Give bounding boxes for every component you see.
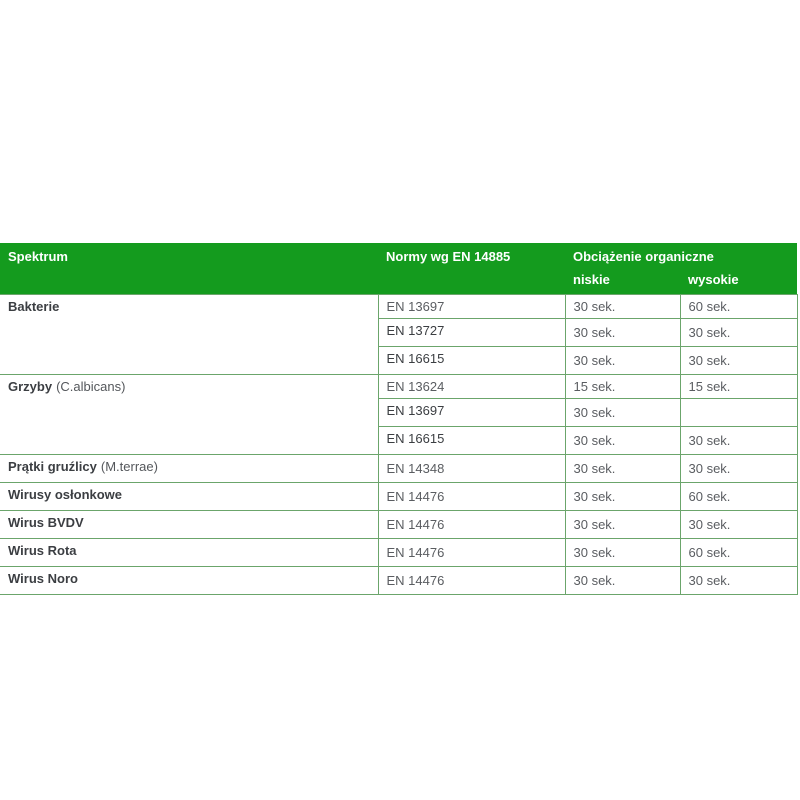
wysokie-cell: 30 sek. <box>680 347 797 375</box>
niskie-cell: 30 sek. <box>565 567 680 595</box>
group-label: Prątki gruźlicy <box>8 459 97 474</box>
group-cell-wirusy-oslonkowe <box>0 483 378 511</box>
group-latin: (M.terrae) <box>100 459 158 474</box>
group-cell-wirus-rota <box>0 539 378 567</box>
norm-cell: EN 13727 <box>378 319 565 347</box>
group-cell-bakterie <box>0 295 378 375</box>
wysokie-cell: 15 sek. <box>680 375 797 399</box>
spectrum-norms-table <box>0 243 798 595</box>
group-cell-wirus-bvdv <box>0 511 378 539</box>
niskie-cell: 30 sek. <box>565 511 680 539</box>
niskie-cell: 30 sek. <box>565 347 680 375</box>
niskie-cell: 30 sek. <box>565 399 680 427</box>
table-row-wirus-noro <box>0 567 797 595</box>
niskie-cell: 30 sek. <box>565 319 680 347</box>
table-row-wirus-rota <box>0 539 797 567</box>
table-row-wirus-bvdv <box>0 511 797 539</box>
header-wysokie: wysokie <box>680 271 797 295</box>
wysokie-cell: 30 sek. <box>680 319 797 347</box>
group-cell-wirus-noro <box>0 567 378 595</box>
norm-cell: EN 16615 <box>378 347 565 375</box>
group-label: Wirus BVDV <box>8 515 84 530</box>
table-row-bakterie-1 <box>0 295 797 319</box>
group-label: Wirus Noro <box>8 571 78 586</box>
wysokie-cell: 30 sek. <box>680 511 797 539</box>
table-row-wirusy-oslonkowe <box>0 483 797 511</box>
group-latin: (C.albicans) <box>56 379 126 394</box>
table-row-pratki <box>0 455 797 483</box>
niskie-cell: 30 sek. <box>565 483 680 511</box>
norm-cell: EN 14476 <box>378 539 565 567</box>
norm-cell: EN 13697 <box>378 399 565 427</box>
header-normy: Normy wg EN 14885 <box>378 243 565 295</box>
group-label: Grzyby <box>8 379 53 394</box>
wysokie-cell: 30 sek. <box>680 567 797 595</box>
wysokie-cell: 30 sek. <box>680 455 797 483</box>
wysokie-cell: 60 sek. <box>680 295 797 319</box>
group-cell-grzyby <box>0 375 378 455</box>
wysokie-cell: 60 sek. <box>680 539 797 567</box>
norm-cell: EN 13697 <box>378 295 565 319</box>
niskie-cell: 30 sek. <box>565 295 680 319</box>
wysokie-cell-empty <box>680 399 797 427</box>
wysokie-cell: 60 sek. <box>680 483 797 511</box>
table-header <box>0 243 797 295</box>
header-niskie: niskie <box>565 271 680 295</box>
table-body <box>0 295 797 595</box>
wysokie-cell: 30 sek. <box>680 427 797 455</box>
niskie-cell: 30 sek. <box>565 427 680 455</box>
group-label: Wirusy osłonkowe <box>8 487 123 502</box>
niskie-cell: 15 sek. <box>565 375 680 399</box>
niskie-cell: 30 sek. <box>565 455 680 483</box>
norm-cell: EN 14476 <box>378 567 565 595</box>
group-label: Wirus Rota <box>8 543 77 558</box>
group-cell-pratki <box>0 455 378 483</box>
spectrum-table-wrap <box>0 243 798 595</box>
norm-cell: EN 14476 <box>378 511 565 539</box>
norm-cell: EN 16615 <box>378 427 565 455</box>
norm-cell: EN 13624 <box>378 375 565 399</box>
niskie-cell: 30 sek. <box>565 539 680 567</box>
norm-cell: EN 14348 <box>378 455 565 483</box>
table-row-grzyby-1 <box>0 375 797 399</box>
norm-cell: EN 14476 <box>378 483 565 511</box>
group-label: Bakterie <box>8 299 60 314</box>
header-spektrum: Spektrum <box>0 243 378 295</box>
header-obciazenie-organiczne: Obciążenie organiczne <box>565 243 797 271</box>
